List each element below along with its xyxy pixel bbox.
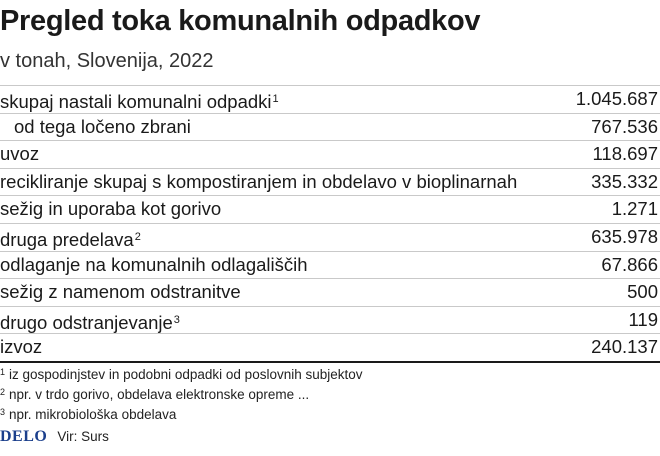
row-label: od tega ločeno zbrani xyxy=(14,115,191,137)
footnote-mark: 1 xyxy=(272,93,279,105)
table-row xyxy=(0,224,660,252)
row-value: 335.332 xyxy=(591,170,658,192)
footnote: $^2$ npr. v trdo gorivo, obdelava elektronske opreme ... xyxy=(0,387,310,402)
row-label: druga predelava$^2$ xyxy=(0,228,141,250)
footnote: $^3$ npr. mikrobiološka obdelava xyxy=(0,407,177,422)
row-value: 119 xyxy=(628,308,658,330)
row-value: 240.137 xyxy=(591,336,658,358)
source-credit: Vir: Surs xyxy=(57,429,109,444)
footnote: $^1$ iz gospodinjstev in podobni odpadki od poslovnih subjektov xyxy=(0,367,363,382)
row-label: izvoz xyxy=(0,336,43,358)
page-title: Pregled toka komunalnih odpadkov xyxy=(0,5,481,37)
row-label: sežig z namenom odstranitve xyxy=(0,281,241,303)
table-row xyxy=(0,141,660,169)
row-label: skupaj nastali komunalni odpadki$^1$ xyxy=(0,91,279,112)
table-row xyxy=(0,279,660,307)
row-label: odlaganje na komunalnih odlagališčih xyxy=(0,253,308,275)
row-label: uvoz xyxy=(0,143,40,165)
footnotes xyxy=(0,362,363,422)
row-label: recikliranje skupaj s kompostiranjem in obdelavo v bioplinarnah xyxy=(0,170,518,192)
table-row xyxy=(0,252,660,280)
row-value: 1.271 xyxy=(611,198,658,220)
table-row xyxy=(0,196,660,224)
table-row xyxy=(0,307,660,335)
footer xyxy=(0,427,109,447)
row-label: drugo odstranjevanje$^3$ xyxy=(0,311,180,333)
table-row xyxy=(0,85,660,114)
row-value: 500 xyxy=(627,281,658,303)
delo-logo: DELO xyxy=(0,428,48,445)
page-subtitle: v tonah, Slovenija, 2022 xyxy=(0,50,214,72)
footnote-mark: 3 xyxy=(173,313,180,326)
row-value: 67.866 xyxy=(601,253,658,275)
data-table xyxy=(0,85,660,363)
table-row xyxy=(0,169,660,197)
row-value: 118.697 xyxy=(592,143,658,165)
row-value: 767.536 xyxy=(591,115,658,137)
footnote-mark: 2 xyxy=(134,230,141,243)
table-row xyxy=(0,334,660,363)
row-value: 1.045.687 xyxy=(575,88,658,109)
row-value: 635.978 xyxy=(591,225,658,247)
row-label: sežig in uporaba kot gorivo xyxy=(0,198,222,220)
table-row xyxy=(0,114,660,142)
